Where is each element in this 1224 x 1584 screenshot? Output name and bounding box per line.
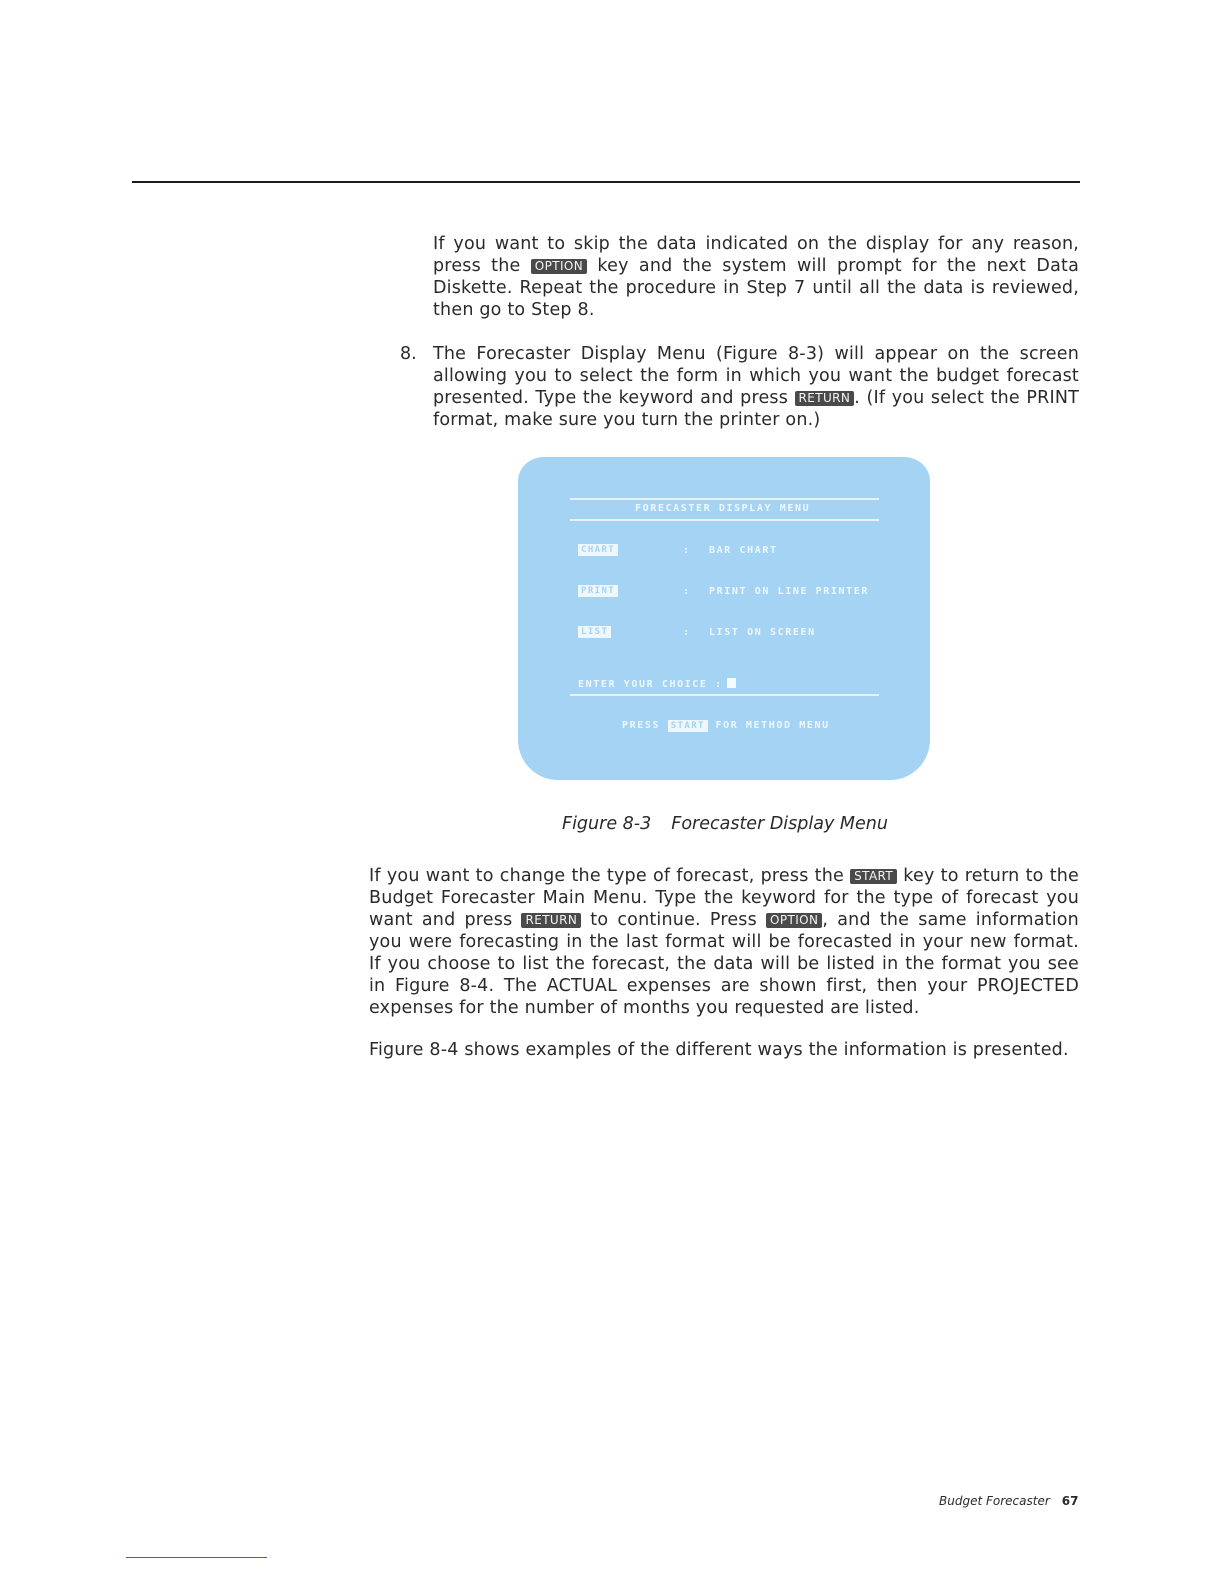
choice-prompt: [578, 678, 736, 690]
screen-rule: [570, 498, 879, 500]
paragraph-text: If you want to skip the data indicated on the display for any reason, press the: [433, 234, 1079, 276]
text-cursor: [727, 678, 736, 688]
figure-title: Forecaster Display Menu: [671, 814, 888, 834]
hint-text: FOR METHOD MENU: [715, 720, 830, 731]
screen-rule: [570, 694, 879, 696]
choice-prompt-text: ENTER YOUR CHOICE :: [578, 679, 723, 690]
method-menu-hint: [622, 720, 830, 732]
start-key: START: [668, 720, 708, 732]
forecaster-display-menu-screen: [518, 457, 930, 780]
figure-number: Figure 8-3: [562, 814, 652, 834]
figure-caption: [562, 813, 888, 835]
list-menu-description: LIST ON SCREEN: [709, 627, 816, 638]
paragraph-text: . (If you select the PRINT format, make sure you turn the printer on.): [433, 388, 1080, 430]
bottom-rule: [126, 1557, 267, 1558]
paragraph-text: , and the same information you were forecasting in the last format will be forecasted in your new format. If you choose to list the forecast, the data will be listed in the format you see in Figure 8-4. The ACTUAL expenses are shown first, then your PROJECTED expenses for the number of months you requested are listed.: [369, 910, 1079, 1018]
return-key: RETURN: [795, 391, 855, 406]
page-footer: [939, 1494, 1078, 1508]
paragraph-text: key and the system will prompt for the next Data Diskette. Repeat the procedure in Step 7 until all the data is reviewed, then go to Step 8.: [433, 256, 1079, 320]
return-key: RETURN: [521, 913, 581, 928]
option-key: OPTION: [766, 913, 822, 928]
footer-title: Budget Forecaster: [939, 1494, 1050, 1508]
chart-menu-description: BAR CHART: [709, 545, 778, 556]
step-number: 8.: [400, 344, 417, 364]
screen-rule: [570, 519, 879, 521]
chart-menu-key: CHART: [578, 544, 618, 556]
hint-text: PRESS: [622, 720, 661, 731]
option-key: OPTION: [531, 259, 587, 274]
paragraph-text: key to return to the Budget Forecaster Main Menu. Type the keyword for the type of forecast you want and press: [369, 866, 1080, 930]
paragraph-text: If you want to change the type of forecast, press the: [369, 866, 844, 886]
paragraph-text: The Forecaster Display Menu (Figure 8-3) will appear on the screen allowing you to select the form in which you want the budget forecast presented. Type the keyword and press: [433, 344, 1079, 408]
start-key: START: [850, 869, 897, 884]
print-menu-description: PRINT ON LINE PRINTER: [709, 586, 870, 597]
skip-data-paragraph: [433, 233, 1079, 321]
page-number: 67: [1061, 1494, 1079, 1508]
screen-title: FORECASTER DISPLAY MENU: [635, 503, 811, 514]
menu-separator: :: [683, 627, 691, 638]
print-menu-key: PRINT: [578, 585, 618, 597]
change-forecast-paragraph: [369, 865, 1079, 1019]
paragraph-text: to continue. Press: [590, 910, 757, 930]
figure-reference-paragraph: Figure 8-4 shows examples of the different ways the information is presented.: [369, 1040, 1069, 1060]
header-rule: [132, 181, 1080, 183]
step-8-paragraph: [433, 343, 1079, 431]
menu-separator: :: [683, 545, 691, 556]
menu-separator: :: [683, 586, 691, 597]
list-menu-key: LIST: [578, 626, 611, 638]
